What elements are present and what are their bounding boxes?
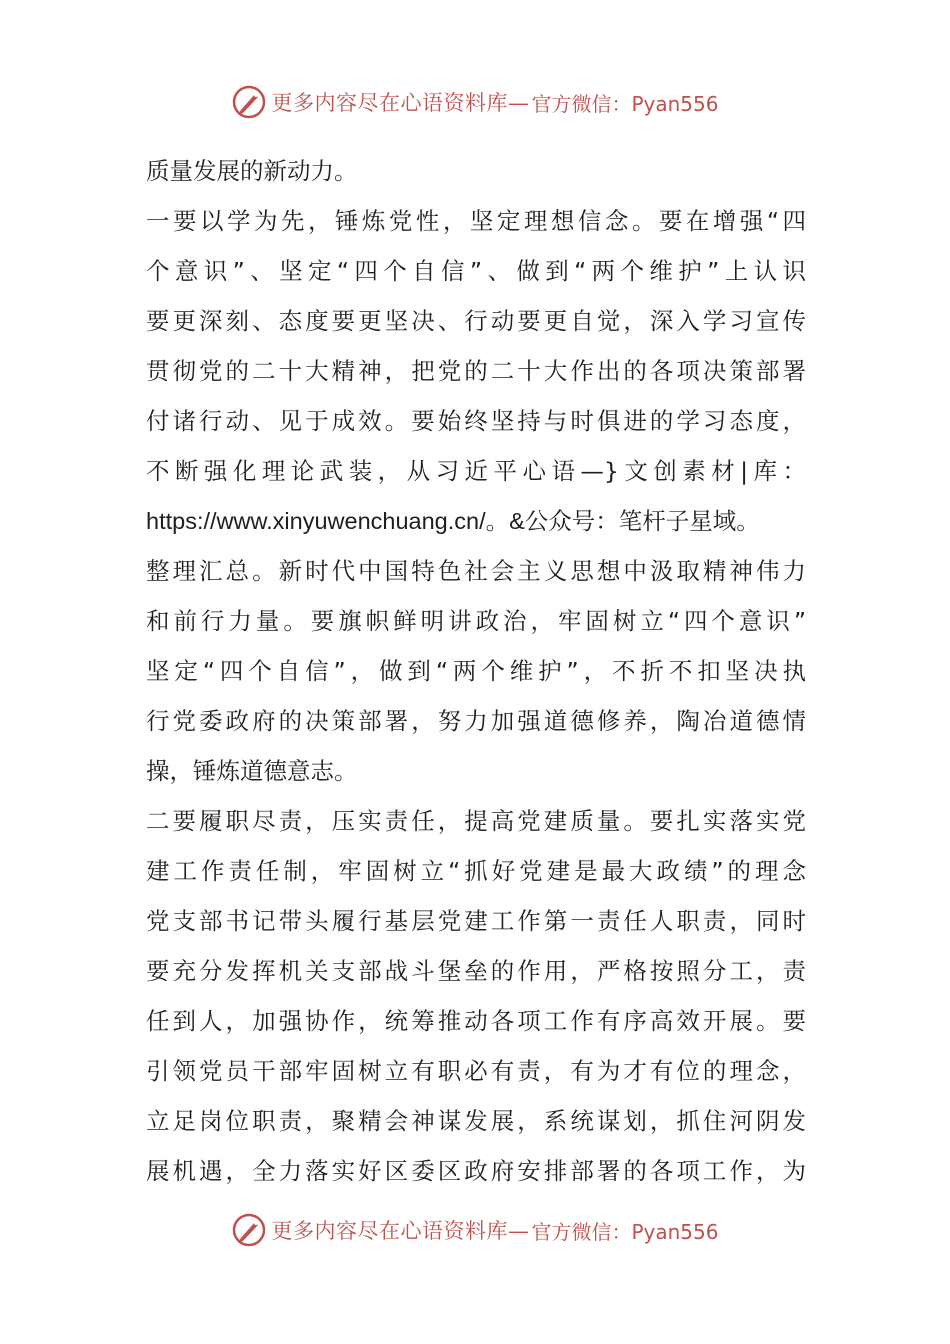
- text-line: 不断强化理论武装，从习近平心语—}文创素材|库：: [146, 457, 806, 485]
- text-line: 展机遇，全力落实好区委区政府安排部署的各项工作，为: [146, 1157, 806, 1185]
- text-line: 立足岗位职责，聚精会神谋发展，系统谋划，抓住河阴发: [146, 1107, 806, 1135]
- text-line: 一要以学为先，锤炼党性，坚定理想信念。要在增强“四: [146, 207, 806, 235]
- text-line: 操，锤炼道德意志。: [146, 757, 358, 785]
- watermark-wechat-text: 官方微信：Pyan556: [531, 1219, 719, 1244]
- text-line: 行党委政府的决策部署，努力加强道德修养，陶冶道德情: [146, 707, 806, 735]
- text-line: 二要履职尽责，压实责任，提高党建质量。要扎实落实党: [146, 807, 806, 835]
- text-line-url: https://www.xinyuwenchuang.cn/。&公众号：笔杆子星域。: [146, 508, 760, 534]
- pen-logo-icon: [231, 84, 267, 120]
- watermark-site-text: 更多内容尽在心语资料库—: [271, 91, 530, 115]
- watermark-site-text: 更多内容尽在心语资料库—: [271, 1219, 530, 1243]
- text-line: 党支部书记带头履行基层党建工作第一责任人职责，同时: [146, 907, 806, 935]
- text-line: 整理汇总。新时代中国特色社会主义思想中汲取精神伟力: [146, 557, 806, 585]
- text-line: 要充分发挥机关支部战斗堡垒的作用，严格按照分工，责: [146, 957, 806, 985]
- text-line: 建工作责任制，牢固树立“抓好党建是最大政绩”的理念: [146, 857, 806, 885]
- text-line: 任到人，加强协作，统筹推动各项工作有序高效开展。要: [146, 1007, 806, 1035]
- text-line: 和前行力量。要旗帜鲜明讲政治，牢固树立“四个意识”: [146, 607, 806, 635]
- text-line: 引领党员干部牢固树立有职必有责，有为才有位的理念，: [146, 1057, 806, 1085]
- text-line: 贯彻党的二十大精神，把党的二十大作出的各项决策部署: [146, 357, 806, 385]
- text-line: 付诸行动、见于成效。要始终坚持与时俱进的学习态度，: [146, 407, 806, 435]
- text-line: 坚定“四个自信”，做到“两个维护”，不折不扣坚决执: [146, 657, 806, 685]
- header-watermark: [0, 82, 950, 122]
- footer-watermark: [0, 1210, 950, 1250]
- pen-logo-icon: [231, 1212, 267, 1248]
- text-line: 个意识”、坚定“四个自信”、做到“两个维护”上认识: [146, 257, 806, 285]
- watermark-wechat-text: 官方微信：Pyan556: [531, 91, 719, 116]
- text-line: 要更深刻、态度要更坚决、行动要更自觉，深入学习宣传: [146, 307, 806, 335]
- document-body: [146, 146, 806, 1196]
- text-line: 质量发展的新动力。: [146, 157, 358, 185]
